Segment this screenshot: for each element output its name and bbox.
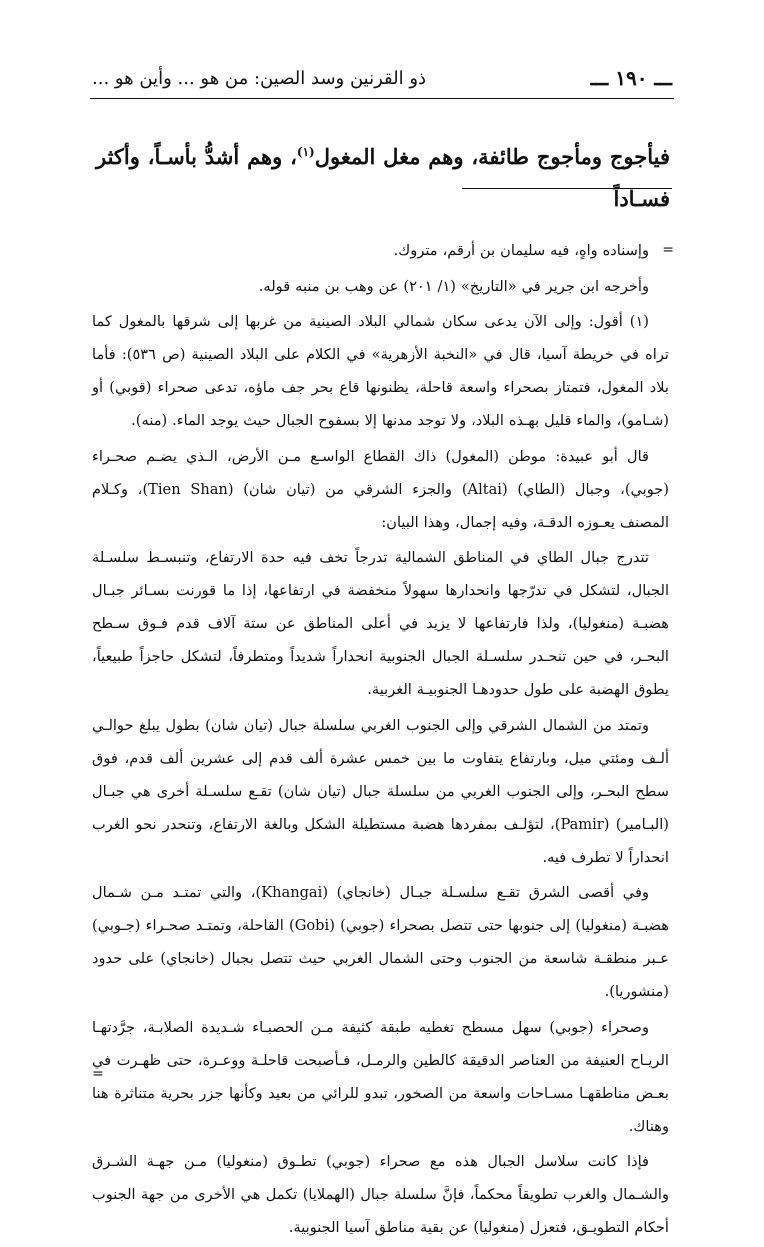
footnote-paragraph: وأخرجه ابن جرير في «التاريخ» (١/ ٢٠١) عن وهب بن منبه قوله. bbox=[258, 277, 649, 295]
page-end-continuation-mark: = bbox=[92, 1066, 104, 1082]
footnote-paragraph: وفي أقصى الشرق تقـع سلسـلة جبـال (خانجاي) (Khangai)، والتي تمتـد مـن شـمال هضبـة (منغوليا) إلى جنوبها حتى تتصل بصحراء (جوبي) (Gobi) القاحلة، وتمتـد صحـراء (جـوبي) عـبر منطقـة شاسعة من الجنوب وحتى الشمال الغربي حيث تتصل بجبال (خانجاي) على حدود (منشوريا). bbox=[92, 884, 669, 1000]
footnote-paragraph bbox=[92, 234, 674, 267]
header-rule bbox=[90, 98, 674, 99]
footnote-reference: (١) bbox=[296, 145, 315, 159]
main-text-part-2: ، وهم أشدُّ بأسـاً، وأكثر فسـاداً bbox=[96, 144, 670, 211]
footnote-paragraph: وتمتد من الشمال الشرقي وإلى الجنوب الغربي سلسلة جبال (تيان شان) بطول يبلغ حوالـي ألـف ومئتي ميل، وبارتفاع يتفاوت ما بين خمس عشرة ألف قدم إلى عشرين ألف قدم، فوق سطح البحـر، وإلى الجنوب الغربي من سلسلة جبال (تيان شان) تقـع سلسـلة أخرى هي جبـال (البـامير) (Pamir)، لتؤلـف بمفردها هضبة مستطيلة الشكل وبالغة الارتفاع، وتنحدر نحو الغرب انحداراً لا تطرف فيه. bbox=[92, 716, 669, 866]
continuation-mark: = bbox=[662, 242, 674, 258]
footnote-separator bbox=[462, 188, 672, 189]
page-number: ـــ ١٩٠ ـــ bbox=[590, 66, 672, 90]
footnote-text: وإسناده واهٍ، فيه سليمان بن أرقم، متروك. bbox=[393, 242, 649, 259]
book-title: ذو القرنين وسد الصين: من هو ... وأين هو ... bbox=[92, 68, 427, 89]
footnote-paragraph: فإذا كانت سلاسل الجبال هذه مع صحراء (جوبي) تطـوق (منغوليا) مـن جهـة الشـرق والشـمال والغرب تطويقاً محكماً، فإنَّ سلسلة جبال (الهملايا) تكمل هي الأخرى من جهة الجنوب أحكام التطويـق، فتعزل (منغوليا) عن بقية مناطق آسيا الجنوبية. bbox=[92, 1153, 669, 1236]
main-text-part-1: فيأجوج ومأجوج طائفة، وهم مغل المغول bbox=[314, 144, 671, 169]
footnote-paragraph: تتدرج جبال الطاي في المناطق الشمالية تدرجاً تخف فيه حدة الارتفاع، وتنبسـط سلسـلة الجبال، لتشكل في تدرّجها وانحدارها سهولاً منخفضة في ارتفاعها، إذا ما قورنت بسـائر جبـال هضبـة (منغوليا)، ولذا فارتفاعها لا يزيد في أعلى المناطق عن ستة آلاف قدم فـوق سـطح البحـر، في حين تنحـدر سلسـلة الجبال الجنوبية انحداراً شديداً ومتطرفاً، لتشكل حاجزاً طبيعياً، يطوق الهضبة على طول حدودهـا الجنوبيـة الغربية. bbox=[92, 549, 669, 698]
footnotes-section bbox=[92, 234, 674, 1247]
footnote-paragraph: (١) أقول: وإلى الآن يدعى سكان شمالي البلاد الصينية من غربها إلى شرقها بالمغول كما تراه في خريطة آسيا، قال في «النخبة الأزهرية» في الكلام على البلاد الصينية (ص ٥٣٦): فأما بلاد المغول، فتمتاز بصحراء واسعة قاحلة، يظنونها قاع بحر جف ماؤه، تدعى صحراء (قوبي) أو (شـامو)، والماء قليل بهـذه البلاد، ولا توجد مدنها إلا بسفوح الجبال حيث يوجد الماء. (منه). bbox=[92, 313, 669, 429]
main-text bbox=[96, 136, 670, 220]
footnote-paragraph: قال أبو عبيدة: موطن (المغول) ذاك القطاع الواسـع مـن الأرض، الـذي يضـم صحـراء (جوبي)، وجبال (الطاي) (Altai) والجزء الشرقي من (تيان شان) (Tien Shan)، وكـلام المصنف يعـوزه الدقـة، وفيه إجمال، وهذا البيان: bbox=[92, 447, 670, 531]
footnote-paragraph: وصحراء (جوبي) سهل مسطح تغطيه طبقة كثيفة مـن الحصبـاء شـديدة الصلابـة، جرَّدتهـا الريـاح العنيفة من العناصر الدقيقة كالطين والرمـل، فـأصبحت قاحلـة ووعـرة، حتى ظهـرت في بعـض مناطقهـا مسـاحات واسعة من الصخور، تبدو للرائي من بعيد وكأنها جزر بحرية متناثرة هنا وهناك. bbox=[92, 1018, 669, 1135]
running-header bbox=[92, 66, 672, 96]
